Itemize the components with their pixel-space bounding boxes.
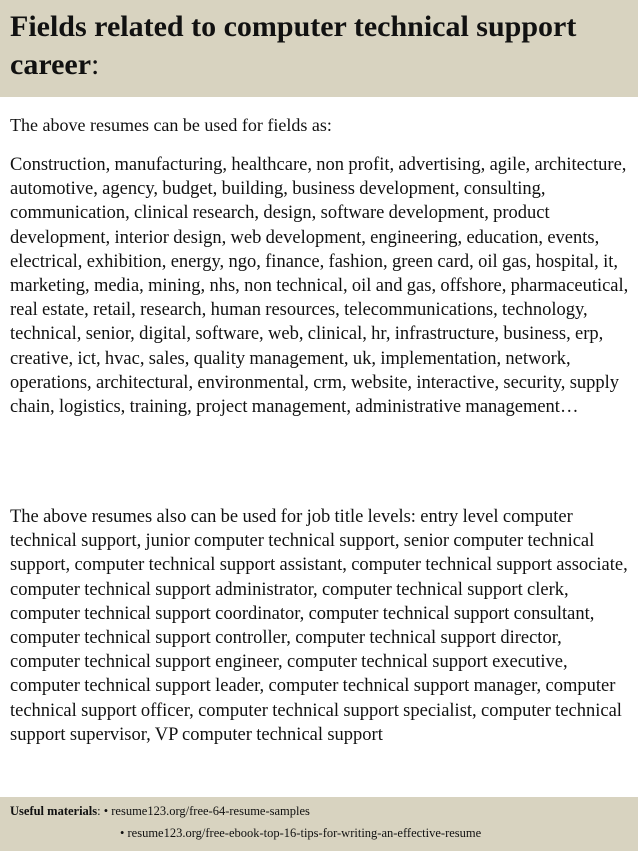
footer-label: Useful materials [10,804,98,818]
footer-row-2 [120,825,481,841]
title-band [0,0,638,97]
slide-title [10,8,630,84]
fields-paragraph: Construction, manufacturing, healthcare, non profit, advertising, agile, architecture, automotive, agency, budget, building, business development, consulting, communication, clinical research, design, software development, product development, interior design, web development, engineering, education, events, electrical, exhibition, energy, ngo, finance, fashion, green card, oil gas, hospital, it, marketing, media, mining, nhs, non technical, oil and gas, offshore, pharmaceutical, real estate, retail, research, human resources, telecommunications, technology, technical, senior, digital, software, web, clinical, hr, infrastructure, business, erp, creative, ict, hvac, sales, quality management, uk, implementation, network, operations, architectural, environmental, crm, website, interactive, security, supply chain, logistics, training, project management, administrative management… [10,155,629,418]
footer-row-1 [10,803,310,819]
footer-link-ebook[interactable]: • resume123.org/free-ebook-top-16-tips-for-writing-an-effective-resume [120,826,482,840]
footer-separator: : [97,804,104,818]
job-levels-paragraph: The above resumes also can be used for job title levels: entry level computer technical support, junior computer technical support, senior computer technical support, computer technical support assistant, computer technical support associate, computer technical support administrator, computer technical support clerk, computer technical support coordinator, computer technical support consultant, computer technical support controller, computer technical support director, computer technical support engineer, computer technical support executive, computer technical support leader, computer technical support manager, computer technical support officer, computer technical support specialist, computer technical support supervisor, VP computer technical support [10,507,628,745]
footer-band [0,797,638,851]
footer-link-resume-samples[interactable]: • resume123.org/free-64-resume-samples [103,804,310,818]
slide-title-colon: : [91,48,100,81]
slide-title-text: Fields related to computer technical support career [10,10,577,81]
intro-text: The above resumes can be used for fields as: [10,115,332,135]
